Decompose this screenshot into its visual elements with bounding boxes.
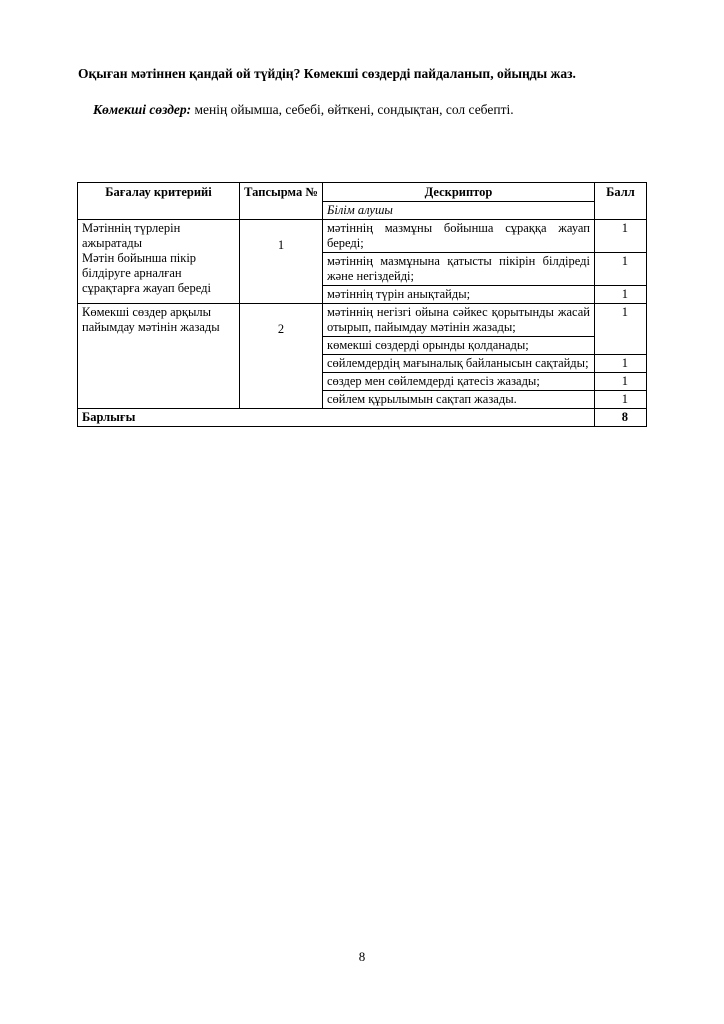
criterion-cell xyxy=(78,220,240,304)
subheader-student: Білім алушы xyxy=(323,202,595,220)
score-cell: 1 xyxy=(595,373,647,391)
descriptor-cell: сөйлем құрылымын сақтап жазады. xyxy=(323,391,595,409)
criterion-line: Мәтін бойынша пікір білдіруге арналған сұрақтарға жауап береді xyxy=(82,251,211,295)
task-no-cell: 2 xyxy=(240,304,323,409)
header-task-no: Тапсырма № xyxy=(240,183,323,220)
descriptor-cell: мәтіннің негізгі ойына сәйкес қорытынды жасай отырып, пайымдау мәтінін жазады; xyxy=(323,304,595,337)
score-cell xyxy=(595,337,647,355)
score-cell: 1 xyxy=(595,286,647,304)
page-number: 8 xyxy=(358,949,366,964)
criterion-cell xyxy=(78,304,240,409)
descriptor-cell: көмекші сөздерді орынды қолданады; xyxy=(323,337,595,355)
descriptor-cell: мәтіннің мазмұны бойынша сұраққа жауап береді; xyxy=(323,220,595,253)
descriptor-cell: мәтіннің түрін анықтайды; xyxy=(323,286,595,304)
score-cell: 1 xyxy=(595,391,647,409)
total-score: 8 xyxy=(595,409,647,427)
score-cell: 1 xyxy=(595,253,647,286)
score-cell: 1 xyxy=(595,304,647,337)
helper-words-list: менің ойымша, себебі, өйткені, сондықтан, сол себепті. xyxy=(194,102,514,117)
header-descriptor: Дескриптор xyxy=(323,183,595,202)
table-row xyxy=(78,220,647,253)
total-row xyxy=(78,409,647,427)
score-cell: 1 xyxy=(595,355,647,373)
descriptor-cell: сөздер мен сөйлемдерді қатесіз жазады; xyxy=(323,373,595,391)
score-cell: 1 xyxy=(595,220,647,253)
descriptor-cell: сөйлемдердің мағыналық байланысын сақтайды; xyxy=(323,355,595,373)
total-label: Барлығы xyxy=(78,409,595,427)
task-instruction: Оқыған мәтіннен қандай ой түйдің? Көмекші сөздерді пайдаланып, ойыңды жаз. xyxy=(78,66,576,81)
assessment-table xyxy=(77,182,647,427)
helper-words-line xyxy=(93,102,693,118)
helper-words-label: Көмекші сөздер: xyxy=(93,102,192,117)
descriptor-cell: мәтіннің мазмұнына қатысты пікірін білдіреді және негіздейді; xyxy=(323,253,595,286)
header-score: Балл xyxy=(595,183,647,220)
criterion-line: Мәтіннің түрлерін ажыратады xyxy=(82,221,181,250)
header-criterion: Бағалау критерийі xyxy=(78,183,240,220)
criterion-line: Көмекші сөздер арқылы пайымдау мәтінін жазады xyxy=(82,305,220,334)
table-header-row xyxy=(78,183,647,202)
task-no-cell: 1 xyxy=(240,220,323,304)
table-row xyxy=(78,304,647,337)
